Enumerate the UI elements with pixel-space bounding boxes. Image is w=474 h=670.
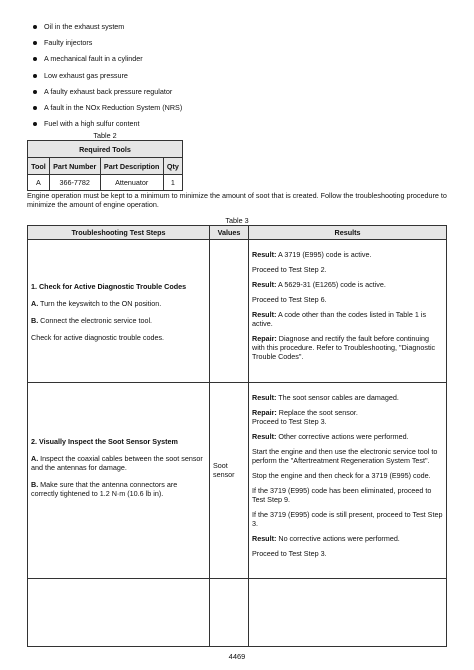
- empty-cell: [249, 579, 447, 647]
- table3-header: Results: [249, 226, 447, 240]
- table2-header: Part Description: [100, 158, 163, 175]
- cause-list: [33, 22, 182, 135]
- troubleshooting-table: [27, 225, 447, 647]
- list-item: Fuel with a high sulfur content: [33, 119, 182, 135]
- table2-title: Required Tools: [28, 141, 183, 158]
- result-item: If the 3719 (E995) code has been eliminated, proceed to Test Step 9.: [252, 486, 432, 504]
- step1-title: 1. Check for Active Diagnostic Trouble Codes: [31, 282, 187, 291]
- result-item: Repair: Replace the soot sensor.: [252, 408, 358, 417]
- result-item: Repair: Diagnose and rectify the fault before continuing with this procedure. Refer to Troubleshooting, "Diagnostic Trouble Codes".: [252, 334, 436, 361]
- list-item: Faulty injectors: [33, 38, 182, 54]
- result-item: Proceed to Test Step 2.: [252, 265, 327, 274]
- required-tools-table: [27, 140, 183, 191]
- step1-b: B. Connect the electronic service tool.: [31, 316, 153, 325]
- result-item: Proceed to Test Step 3.: [252, 417, 327, 426]
- table2-header: Part Number: [49, 158, 100, 175]
- step2-title: 2. Visually Inspect the Soot Sensor System: [31, 437, 178, 446]
- empty-cell: [210, 579, 249, 647]
- step1-cell: [28, 240, 210, 383]
- result-item: If the 3719 (E995) code is still present, proceed to Test Step 3.: [252, 510, 443, 528]
- result-item: Proceed to Test Step 6.: [252, 295, 327, 304]
- table3-header: Values: [210, 226, 249, 240]
- result-item: Start the engine and then use the electronic service tool to perform the "Aftertreatment Regeneration System Test".: [252, 447, 438, 465]
- result-item: Stop the engine and then check for a 3719 (E995) code.: [252, 471, 431, 480]
- table-cell: 1: [163, 175, 182, 191]
- table2-header: Qty: [163, 158, 182, 175]
- step1-results: [249, 240, 447, 383]
- list-item: Low exhaust gas pressure: [33, 71, 182, 87]
- table-row: [28, 383, 447, 579]
- result-item: Result: The soot sensor cables are damaged.: [252, 393, 399, 402]
- result-item: Result: No corrective actions were performed.: [252, 534, 400, 543]
- list-item: Oil in the exhaust system: [33, 22, 182, 38]
- list-item: A faulty exhaust back pressure regulator: [33, 87, 182, 103]
- step1-value: [210, 240, 249, 383]
- table3-caption: Table 3: [225, 216, 249, 225]
- step1-a: A. Turn the keyswitch to the ON position.: [31, 299, 162, 308]
- step1-note: Check for active diagnostic trouble codes.: [31, 333, 165, 342]
- step2-b: B. Make sure that the antenna connectors are correctly tightened to 1.2 N·m (10.6 lb in).: [31, 480, 178, 498]
- table3-header: Troubleshooting Test Steps: [28, 226, 210, 240]
- list-item: A mechanical fault in a cylinder: [33, 54, 182, 70]
- table-row: [28, 175, 183, 191]
- table-cell: A: [28, 175, 50, 191]
- empty-cell: [28, 579, 210, 647]
- table-cell: Attenuator: [100, 175, 163, 191]
- table-cell: 366-7782: [49, 175, 100, 191]
- result-item: Result: A 3719 (E995) code is active.: [252, 250, 372, 259]
- result-item: Proceed to Test Step 3.: [252, 549, 327, 558]
- table-row: [28, 579, 447, 647]
- step2-results: [249, 383, 447, 579]
- table2-header: Tool: [28, 158, 50, 175]
- table2-caption: Table 2: [93, 131, 117, 140]
- intro-paragraph: Engine operation must be kept to a minimum to minimize the amount of soot that is created. Follow the troubleshooting procedure to minimize the amount of engine operation.: [27, 191, 447, 209]
- result-item: Result: A code other than the codes listed in Table 1 is active.: [252, 310, 427, 328]
- step2-a: A. Inspect the coaxial cables between the soot sensor and the antennas for damage.: [31, 454, 203, 472]
- step2-value: Soot sensor: [210, 383, 249, 579]
- result-item: Result: A 5629-31 (E1265) code is active.: [252, 280, 386, 289]
- table-row: [28, 240, 447, 383]
- step2-cell: [28, 383, 210, 579]
- list-item: A fault in the NOx Reduction System (NRS): [33, 103, 182, 119]
- result-item: Result: Other corrective actions were performed.: [252, 432, 409, 441]
- page-number: 4469: [228, 652, 246, 661]
